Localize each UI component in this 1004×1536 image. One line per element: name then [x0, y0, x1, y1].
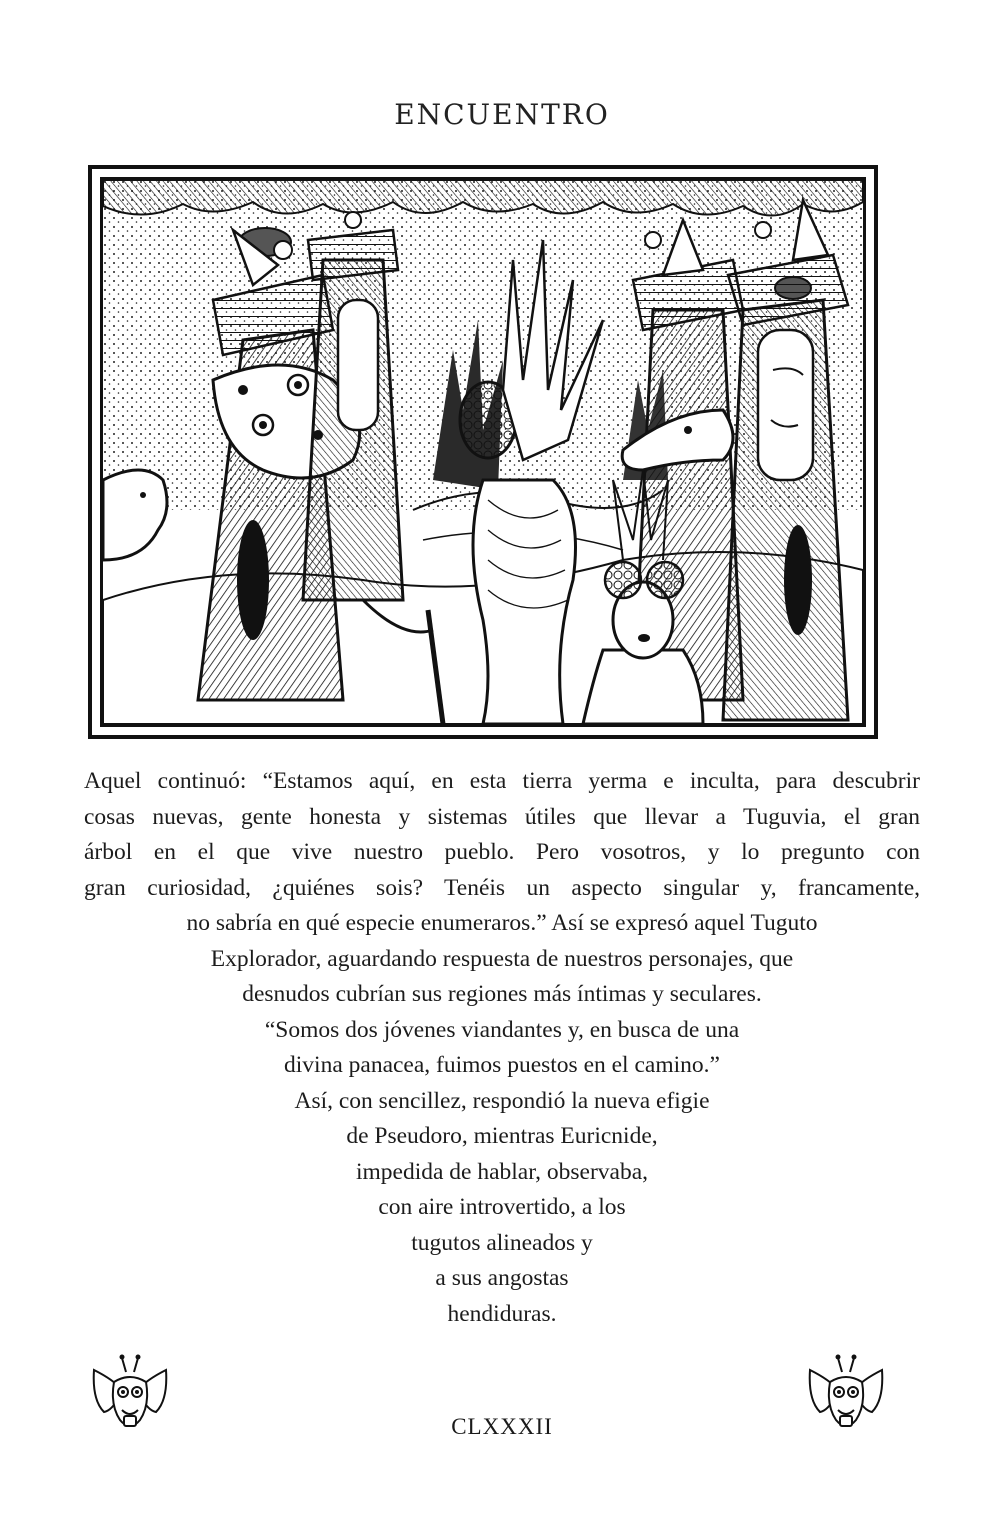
text-line: Así, con sencillez, respondió la nueva efigie — [294, 1087, 710, 1114]
text-line: Explorador, aguardando respuesta de nuestros personajes, que — [210, 945, 794, 972]
ink-illustration-icon — [103, 180, 863, 724]
text-line: “Somos dos jóvenes viandantes y, en busca de una — [264, 1016, 740, 1043]
illustration-frame — [88, 165, 878, 739]
text-line: de Pseudoro, mientras Euricnide, — [346, 1123, 658, 1149]
text-line: a sus angostas — [435, 1265, 569, 1291]
chapter-title: ENCUENTRO — [394, 98, 610, 131]
text-line: cosas nuevas, gente honesta y sistemas útiles que llevar a Tuguvia, el gran — [84, 803, 920, 830]
text-line: gran curiosidad, ¿quiénes sois? Tenéis un aspecto singular y, francamente, — [84, 874, 920, 901]
text-line: no sabría en qué especie enumeraros.” Así se expresó aquel Tuguto — [186, 910, 818, 936]
text-line: Aquel continuó: “Estamos aquí, en esta tierra yerma e inculta, para descubrir — [84, 768, 920, 794]
text-line: árbol en el que vive nuestro pueblo. Pero vosotros, y lo pregunto con — [84, 839, 920, 865]
text-line: divina panacea, fuimos puestos en el camino.” — [284, 1052, 720, 1078]
body-paragraph — [84, 764, 920, 1332]
text-line: desnudos cubrían sus regiones más íntimas y seculares. — [242, 981, 762, 1007]
text-line: con aire introvertido, a los — [378, 1194, 626, 1220]
page-number: CLXXXII — [451, 1414, 553, 1439]
text-line: tugutos alineados y — [411, 1229, 593, 1256]
illustration-inner-border — [100, 177, 866, 727]
text-line: hendiduras. — [447, 1300, 557, 1327]
text-line: impedida de hablar, observaba, — [355, 1158, 649, 1185]
